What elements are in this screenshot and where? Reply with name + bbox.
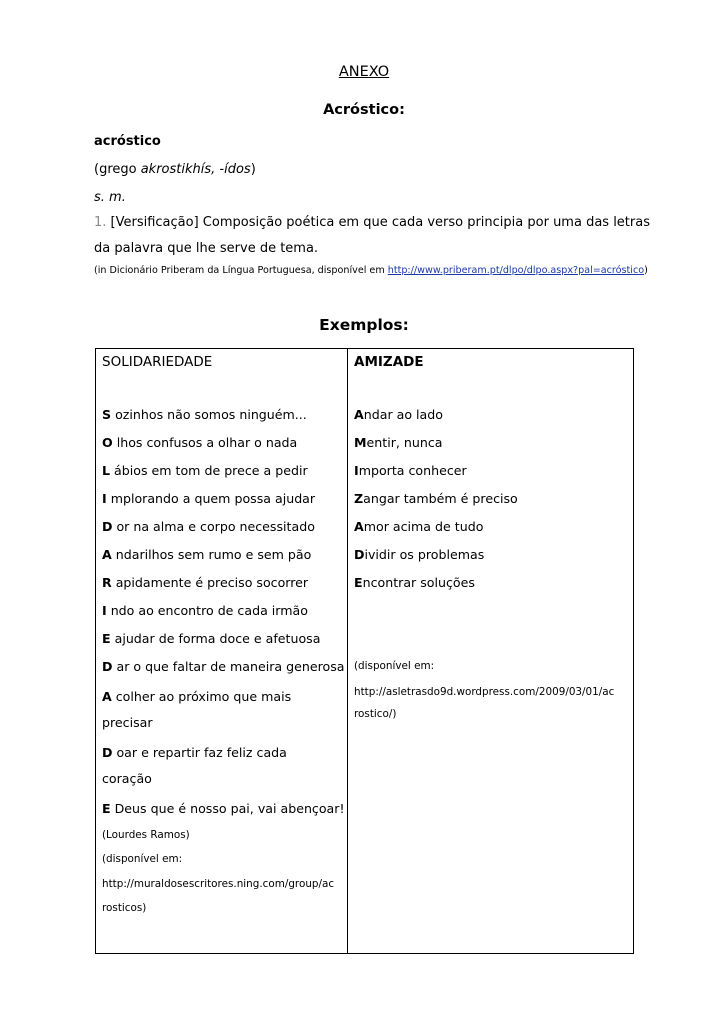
verse-text: angar também é preciso — [363, 491, 518, 506]
dictionary-word-class: s. m. — [94, 190, 126, 205]
verse-text: ndo ao encontro de cada irmão — [106, 603, 308, 618]
verse-text: apidamente é preciso socorrer — [111, 575, 309, 590]
acrostic-initial: D — [354, 547, 365, 562]
poem-line — [102, 745, 287, 760]
dictionary-definition-line2: da palavra que lhe serve de tema. — [94, 241, 319, 256]
poem-line — [102, 519, 315, 534]
poem-line — [102, 435, 297, 450]
poem-line — [354, 547, 484, 562]
source-suffix: ) — [644, 265, 648, 276]
origin-prefix: (grego — [94, 162, 141, 177]
source-url: http://asletrasdo9d.wordpress.com/2009/03/01/ac — [354, 686, 615, 698]
source-label: (disponível em: — [102, 853, 183, 865]
dictionary-origin — [94, 162, 654, 177]
verse-text: ábios em tom de prece a pedir — [110, 463, 308, 478]
section-title — [0, 102, 728, 118]
right-column — [348, 349, 633, 953]
left-column — [96, 349, 347, 953]
poem-line — [102, 547, 311, 562]
verse-text: or na alma e corpo necessitado — [112, 519, 315, 534]
poem-line — [102, 715, 153, 730]
poem-line — [354, 575, 475, 590]
right-column-header: AMIZADE — [354, 354, 424, 370]
acrostic-initial: E — [102, 801, 111, 816]
verse-text: ozinhos não somos ninguém... — [111, 407, 307, 422]
acrostic-initial: E — [354, 575, 363, 590]
poem-line — [102, 771, 152, 786]
dictionary-source — [94, 265, 654, 276]
poem-line — [102, 463, 308, 478]
poem-line — [102, 491, 315, 506]
acrostic-initial: I — [354, 463, 359, 478]
verse-text: oar e repartir faz feliz cada — [112, 745, 287, 760]
poem-line — [354, 407, 443, 422]
verse-text: ncontrar soluções — [362, 575, 475, 590]
acrostic-initial: I — [102, 603, 107, 618]
verse-text: ajudar de forma doce e afetuosa — [110, 631, 321, 646]
source-url: rostico/) — [354, 708, 397, 720]
poem-line — [354, 491, 518, 506]
poem-line — [102, 659, 345, 674]
verse-text: lhos confusos a olhar o nada — [112, 435, 298, 450]
acrostic-initial: A — [354, 407, 364, 422]
origin-suffix: ) — [250, 162, 256, 177]
verse-text: mor acima de tudo — [363, 519, 484, 534]
source-prefix: (in Dicionário Priberam da Língua Portuguesa, disponível em — [94, 265, 388, 276]
source-link[interactable]: http://www.priberam.pt/dlpo/dlpo.aspx?pal=acróstico — [387, 265, 645, 276]
acrostic-initial: L — [102, 463, 111, 478]
poem-line — [102, 407, 307, 422]
source-url: rosticos) — [102, 902, 147, 914]
source-url: http://muraldosescritores.ning.com/group/ac — [102, 878, 335, 890]
acrostic-initial: A — [102, 689, 112, 704]
solidariedade-cell — [96, 349, 348, 954]
acrostic-initial: M — [354, 435, 367, 450]
page-heading — [0, 64, 728, 80]
verse-text: coração — [102, 771, 152, 786]
poem-line — [354, 435, 443, 450]
examples-title — [0, 316, 728, 334]
poem-line — [354, 519, 483, 534]
poem-line — [102, 801, 345, 816]
examples-title-text: Exemplos: — [319, 316, 409, 334]
acrostic-initial: O — [102, 435, 113, 450]
left-column-header: SOLIDARIEDADE — [102, 354, 213, 370]
poem-line — [102, 689, 291, 704]
subheading-text: Acróstico: — [323, 102, 405, 118]
dictionary-word: acróstico — [94, 134, 161, 149]
acrostic-initial: S — [102, 407, 112, 422]
acrostic-initial: A — [102, 547, 112, 562]
verse-text: precisar — [102, 715, 153, 730]
verse-text: mplorando a quem possa ajudar — [106, 491, 316, 506]
amizade-cell — [348, 349, 634, 954]
acrostic-initial: R — [102, 575, 112, 590]
verse-text: entir, nunca — [366, 435, 443, 450]
definition-number: 1. — [94, 215, 107, 230]
acrostic-initial: A — [354, 519, 364, 534]
dictionary-definition-line1 — [94, 215, 654, 230]
acrostic-initial: E — [102, 631, 111, 646]
poem-line — [102, 603, 308, 618]
source-label: (disponível em: — [354, 660, 435, 672]
poem-line — [102, 631, 320, 646]
acrostic-initial: D — [102, 745, 113, 760]
verse-text: ndarilhos sem rumo e sem pão — [111, 547, 312, 562]
acrostic-initial: Z — [354, 491, 364, 506]
verse-text: Deus que é nosso pai, vai abençoar! — [110, 801, 345, 816]
origin-italic: akrostikhís, -ídos — [140, 162, 251, 177]
verse-text: mporta conhecer — [358, 463, 467, 478]
poem-author: (Lourdes Ramos) — [102, 829, 190, 841]
acrostic-initial: D — [102, 659, 113, 674]
poem-line — [102, 575, 308, 590]
heading-text: ANEXO — [338, 64, 390, 80]
examples-table — [95, 348, 634, 954]
verse-text: ndar ao lado — [363, 407, 443, 422]
verse-text: colher ao próximo que mais — [111, 689, 292, 704]
poem-line — [354, 463, 467, 478]
verse-text: ividir os problemas — [364, 547, 485, 562]
definition-text1: [Versificação] Composição poética em que cada verso principia por uma das letras — [106, 215, 650, 230]
verse-text: ar o que faltar de maneira generosa — [112, 659, 345, 674]
acrostic-initial: I — [102, 491, 107, 506]
acrostic-initial: D — [102, 519, 113, 534]
